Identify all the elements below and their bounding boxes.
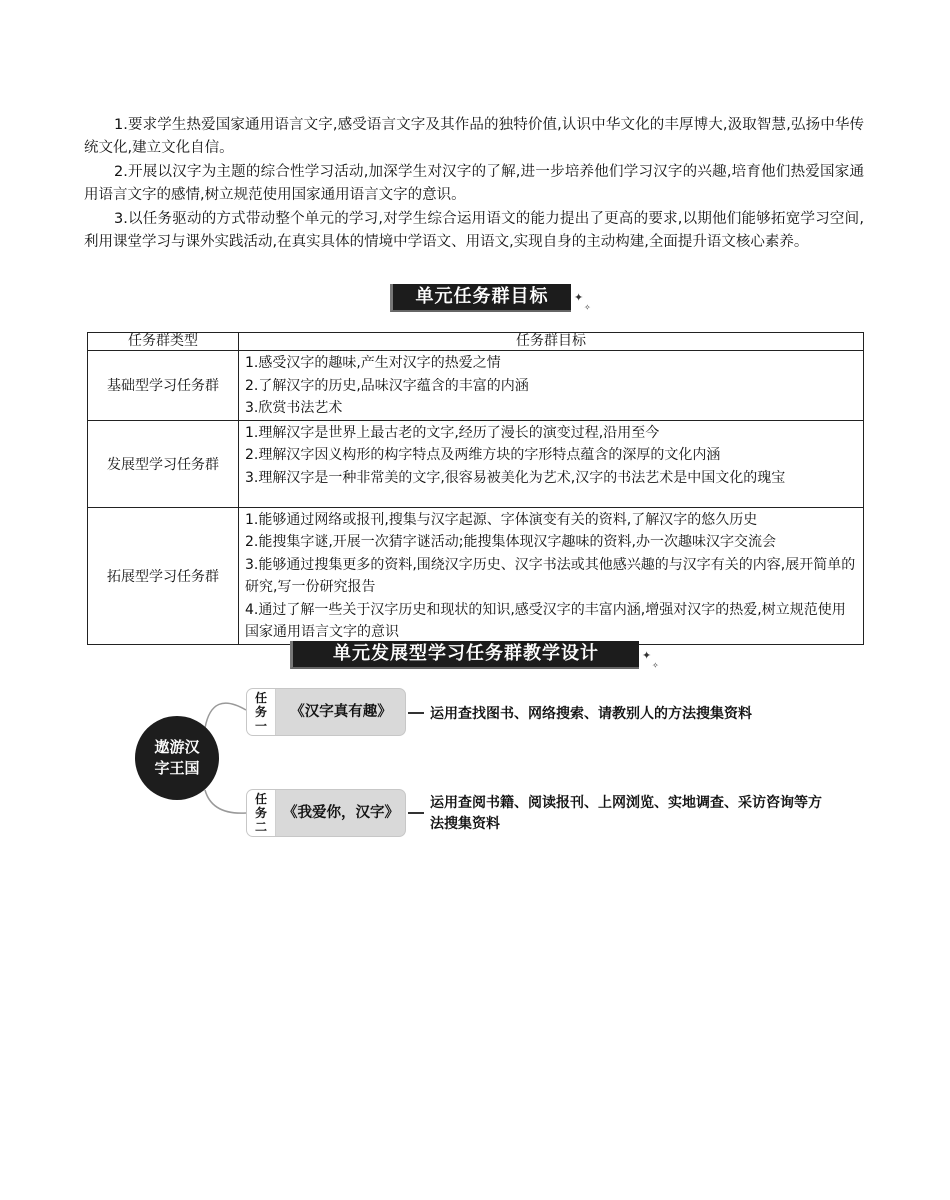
goal-item: 1.理解汉字是世界上最古老的文字,经历了漫长的演变过程,沿用至今	[245, 424, 660, 441]
task-type-extension: 拓展型学习任务群	[88, 507, 239, 644]
task-type-basic: 基础型学习任务群	[88, 351, 239, 421]
task-label	[247, 689, 276, 735]
task-box-1	[246, 688, 406, 736]
goal-item: 2.能搜集字谜,开展一次猜字谜活动;能搜集体现汉字趣味的资料,办一次趣味汉字交流会	[245, 534, 776, 550]
goal-item: 3.欣赏书法艺术	[245, 400, 343, 416]
goal-item: 3.理解汉字是一种非常美的文字,很容易被美化为艺术,汉字的书法艺术是中国文化的瑰宝	[245, 469, 786, 486]
goal-item: 3.能够通过搜集更多的资料,围绕汉字历史、汉字书法或其他感兴趣的与汉字有关的内容,展开简单的研究,写一份研究报告	[245, 556, 856, 595]
goal-item: 4.通过了解一些关于汉字历史和现状的知识,感受汉字的丰富内涵,增强对汉字的热爱,树立规范使用国家通用语言文字的意识	[245, 601, 846, 640]
goal-item: 1.感受汉字的趣味,产生对汉字的热爱之情	[245, 355, 501, 371]
connector-dash	[408, 812, 424, 814]
sparkle-icon: ✦	[642, 649, 652, 662]
task-name: 《汉字真有趣》	[290, 704, 392, 720]
goal-item: 2.理解汉字因义构形的构字特点及两维方块的字形特点蕴含的深厚的文化内涵	[245, 447, 721, 463]
intro-paragraph-1: 1.要求学生热爱国家通用语言文字,感受语言文字及其作品的独特价值,认识中华文化的丰厚博大,汲取智慧,弘扬中华传统文化,建立文化自信。	[84, 117, 864, 156]
task-description: 运用查找图书、网络搜索、请教别人的方法搜集资料	[430, 706, 752, 722]
sparkle-icon: ✧	[584, 303, 591, 312]
goal-item: 2.了解汉字的历史,品味汉字蕴含的丰富的内涵	[245, 377, 529, 394]
goal-item: 1.能够通过网络或报刊,搜集与汉字起源、字体演变有关的资料,了解汉字的悠久历史	[245, 511, 758, 528]
section-banner-design: 单元发展型学习任务群教学设计	[290, 641, 639, 669]
task-label-text: 任务一	[254, 691, 267, 733]
sparkle-icon: ✦	[574, 291, 584, 304]
task-box-2	[246, 789, 406, 837]
intro-paragraph-3: 3.以任务驱动的方式带动整个单元的学习,对学生综合运用语文的能力提出了更高的要求,以期他们能够拓宽学习空间,利用课堂学习与课外实践活动,在真实具体的情境中学语文、用语文,实现自身的主动构建,全面提升语文核心素养。	[84, 211, 864, 250]
task-label	[247, 790, 276, 836]
task-description: 运用查阅书籍、阅读报刊、上网浏览、实地调查、采访咨询等方法搜集资料	[430, 795, 822, 832]
table-header-goals: 任务群目标	[239, 333, 864, 351]
theme-circle	[135, 716, 219, 800]
section-banner-goals: 单元任务群目标	[390, 284, 571, 312]
task-type-development: 发展型学习任务群	[88, 420, 239, 507]
connector-dash	[408, 712, 424, 714]
task-label-text: 任务二	[254, 792, 267, 834]
table-header-type: 任务群类型	[88, 333, 239, 351]
theme-title: 遨游汉字王国	[154, 738, 200, 777]
task-name: 《我爱你，汉字》	[283, 805, 399, 821]
intro-paragraph-2: 2.开展以汉字为主题的综合性学习活动,加深学生对汉字的了解,进一步培养他们学习汉字的兴趣,培育他们热爱国家通用语言文字的感情,树立规范使用国家通用语言文字的意识。	[84, 164, 864, 203]
sparkle-icon: ✧	[652, 661, 659, 670]
